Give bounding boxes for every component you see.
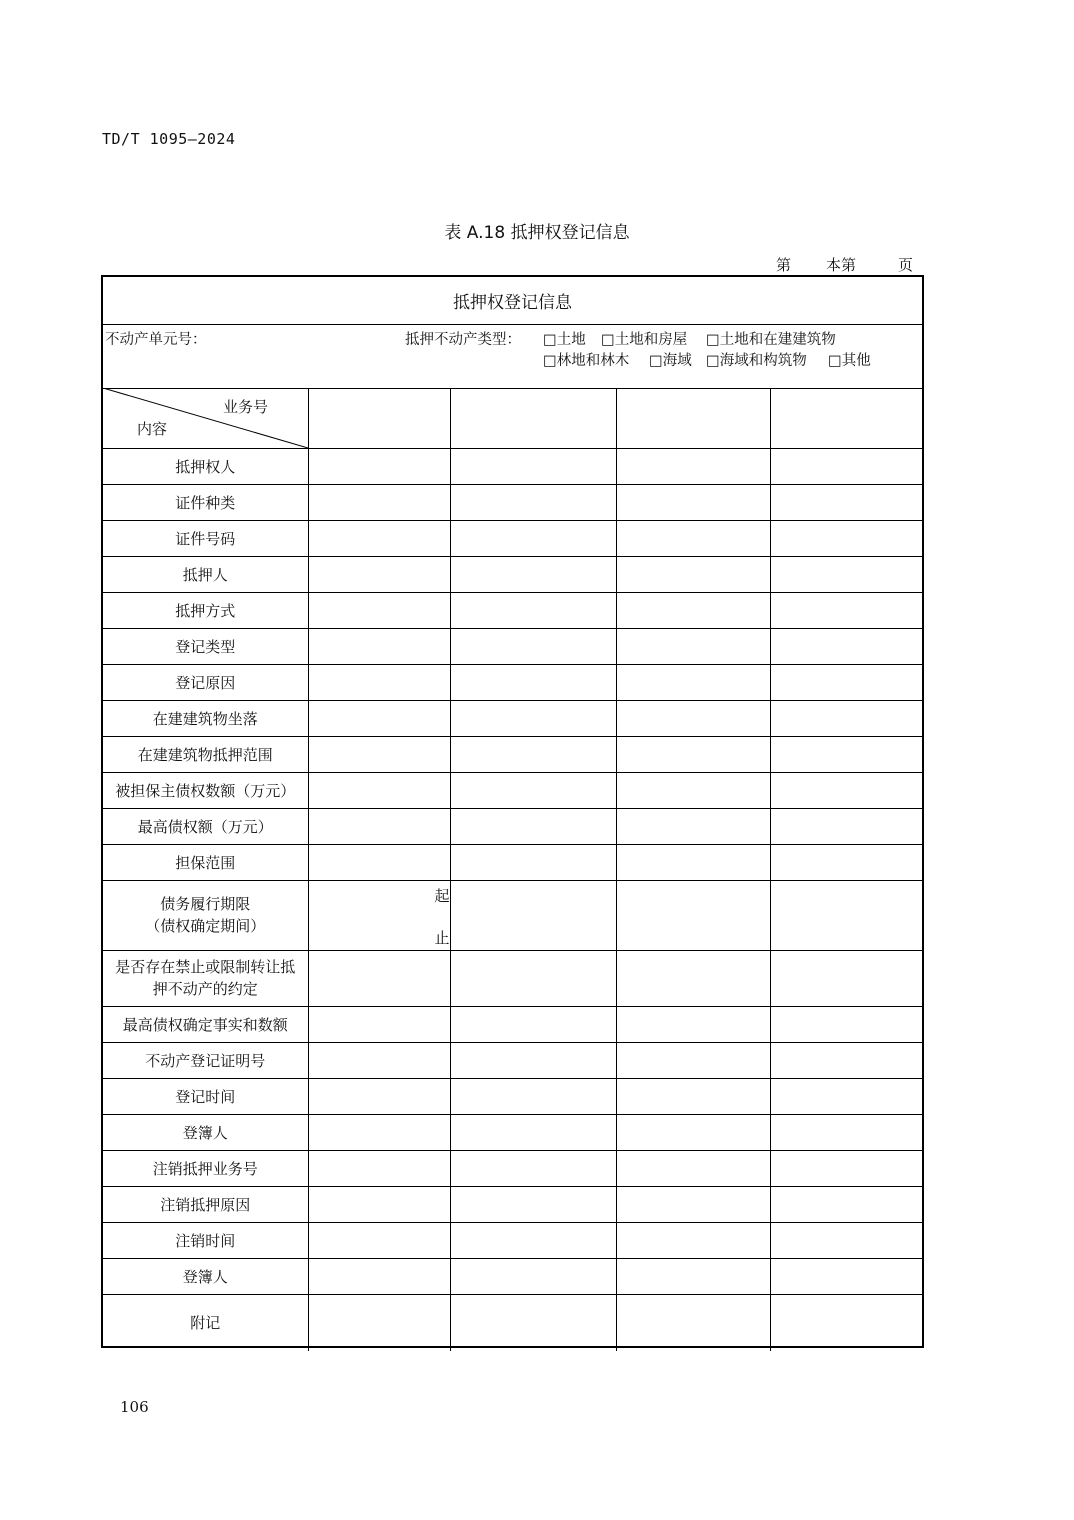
value-cell[interactable] [770,484,922,520]
term-start-label: 起 [434,886,450,905]
value-cell[interactable] [616,484,770,520]
option-land-house[interactable]: □土地和房屋 [601,332,688,348]
value-cell[interactable] [770,448,922,484]
table-row [103,520,922,556]
value-cell[interactable] [308,520,450,556]
value-cell[interactable] [450,628,616,664]
value-cell[interactable] [770,520,922,556]
table-row [103,1006,922,1042]
value-cell[interactable] [616,844,770,880]
standard-code: TD/T 1095—2024 [102,130,236,148]
value-cell[interactable] [308,628,450,664]
data-grid [103,388,922,1351]
row-label: 登记时间 [103,1078,308,1114]
restrict-label-line1: 是否存在禁止或限制转让抵 [115,958,296,976]
term-start-end-cell[interactable] [308,880,450,950]
value-cell[interactable] [616,772,770,808]
value-cell[interactable] [616,1294,770,1351]
row-label: 登记原因 [103,664,308,700]
table-header: 抵押权登记信息 [103,277,922,325]
value-cell[interactable] [308,808,450,844]
value-cell[interactable] [616,880,770,950]
value-cell[interactable] [450,844,616,880]
value-cell[interactable] [616,1222,770,1258]
option-forest[interactable]: □林地和林木 [543,353,630,369]
value-cell[interactable] [616,736,770,772]
term-end-label: 止 [434,928,450,947]
row-label: 在建建筑物坐落 [103,700,308,736]
restrict-row [103,950,922,1006]
table-row [103,628,922,664]
value-cell[interactable] [770,1006,922,1042]
row-label: 抵押人 [103,556,308,592]
content-label: 内容 [137,420,168,438]
row-label: 被担保主债权数额（万元） [103,772,308,808]
value-cell[interactable] [770,844,922,880]
value-cell[interactable] [450,1258,616,1294]
option-land-building[interactable]: □土地和在建建筑物 [706,332,836,348]
value-cell[interactable] [308,772,450,808]
value-cell[interactable] [770,592,922,628]
table-row [103,1150,922,1186]
value-cell[interactable] [616,664,770,700]
value-cell[interactable] [616,1186,770,1222]
value-cell[interactable] [450,1078,616,1114]
value-cell[interactable] [308,1042,450,1078]
value-cell[interactable] [450,1006,616,1042]
table-row [103,736,922,772]
row-label: 抵押方式 [103,592,308,628]
value-cell[interactable] [450,484,616,520]
value-cell[interactable] [450,592,616,628]
value-cell[interactable] [616,592,770,628]
checkbox-icon: □ [543,353,557,369]
row-label: 担保范围 [103,844,308,880]
value-cell[interactable] [616,1258,770,1294]
value-cell[interactable] [770,556,922,592]
value-cell[interactable] [616,950,770,1006]
value-cell[interactable] [308,736,450,772]
option-land[interactable]: □土地 [543,332,586,348]
value-cell[interactable] [308,844,450,880]
checkbox-icon: □ [601,332,615,348]
diagonal-line [103,388,308,448]
term-label-line2: （债权确定期间） [145,917,266,935]
value-cell[interactable] [308,1294,450,1351]
value-cell[interactable] [770,1258,922,1294]
diag-header-cell [103,388,308,448]
value-cell[interactable] [308,448,450,484]
table-row [103,1258,922,1294]
row-label: 注销抵押原因 [103,1186,308,1222]
table-row [103,844,922,880]
table-row [103,484,922,520]
value-cell[interactable] [450,736,616,772]
value-cell[interactable] [616,1006,770,1042]
row-label: 在建建筑物抵押范围 [103,736,308,772]
value-cell[interactable] [308,556,450,592]
value-cell[interactable] [450,1042,616,1078]
value-cell[interactable] [616,520,770,556]
value-cell[interactable] [616,1042,770,1078]
table-row [103,1186,922,1222]
annex-row [103,1294,922,1351]
table-row [103,664,922,700]
value-cell[interactable] [450,1150,616,1186]
value-cell[interactable] [770,1114,922,1150]
row-label: 注销时间 [103,1222,308,1258]
value-cell[interactable] [308,592,450,628]
value-cell[interactable] [770,950,922,1006]
value-cell[interactable] [308,664,450,700]
table-row [103,556,922,592]
value-cell[interactable] [450,664,616,700]
table-row [103,808,922,844]
property-type-label: 抵押不动产类型： [405,332,521,348]
value-cell[interactable] [308,700,450,736]
value-cell[interactable] [450,950,616,1006]
pager-ye: 页 [898,256,914,274]
value-cell[interactable] [770,664,922,700]
restrict-label [103,950,308,1006]
table-title: 表 A.18 抵押权登记信息 [444,223,630,243]
value-cell[interactable] [450,808,616,844]
term-label-line1: 债务履行期限 [160,895,251,913]
pager-ben-di: 本第 [826,256,857,274]
value-cell[interactable] [450,1222,616,1258]
row-label: 注销抵押业务号 [103,1150,308,1186]
value-cell[interactable] [308,1078,450,1114]
value-cell[interactable] [308,1222,450,1258]
value-cell[interactable] [770,388,922,448]
value-cell[interactable] [308,1114,450,1150]
value-cell[interactable] [308,1150,450,1186]
unit-label: 不动产单元号： [105,332,207,348]
value-cell[interactable] [450,880,616,950]
checkbox-icon: □ [706,353,720,369]
checkbox-icon: □ [706,332,720,348]
value-cell[interactable] [616,1150,770,1186]
value-cell[interactable] [450,772,616,808]
option-other[interactable]: □其他 [828,353,871,369]
value-cell[interactable] [770,700,922,736]
row-label: 证件号码 [103,520,308,556]
row-label: 登记类型 [103,628,308,664]
value-cell[interactable] [770,808,922,844]
value-cell[interactable] [770,628,922,664]
value-cell[interactable] [770,1294,922,1351]
table-row [103,448,922,484]
row-label: 不动产登记证明号 [103,1042,308,1078]
unit-row [103,324,922,389]
term-row [103,880,922,950]
term-label [103,880,308,950]
registration-table [101,275,924,1348]
table-row [103,1114,922,1150]
checkbox-icon: □ [543,332,557,348]
value-cell[interactable] [308,388,450,448]
value-cell[interactable] [770,772,922,808]
checkbox-icon: □ [649,353,663,369]
value-cell[interactable] [770,1150,922,1186]
value-cell[interactable] [616,700,770,736]
row-label: 抵押权人 [103,448,308,484]
value-cell[interactable] [770,1042,922,1078]
table-row [103,1078,922,1114]
annex-label: 附记 [103,1294,308,1351]
row-label: 登簿人 [103,1258,308,1294]
value-cell[interactable] [450,388,616,448]
value-cell[interactable] [616,448,770,484]
business-no-label: 业务号 [223,398,269,416]
value-cell[interactable] [450,700,616,736]
row-label: 登簿人 [103,1114,308,1150]
value-cell[interactable] [308,1006,450,1042]
value-cell[interactable] [450,1294,616,1351]
value-cell[interactable] [770,1078,922,1114]
value-cell[interactable] [616,556,770,592]
diag-header-row [103,388,922,448]
table-row [103,1042,922,1078]
pager-di: 第 [776,256,792,274]
value-cell[interactable] [616,1114,770,1150]
row-label: 最高债权确定事实和数额 [103,1006,308,1042]
value-cell[interactable] [450,520,616,556]
value-cell[interactable] [616,388,770,448]
value-cell[interactable] [770,880,922,950]
value-cell[interactable] [616,808,770,844]
table-row [103,592,922,628]
value-cell[interactable] [450,1114,616,1150]
row-label: 最高债权额（万元） [103,808,308,844]
value-cell[interactable] [616,1078,770,1114]
table-row [103,772,922,808]
value-cell[interactable] [770,736,922,772]
table-row [103,700,922,736]
value-cell[interactable] [308,950,450,1006]
row-label: 证件种类 [103,484,308,520]
value-cell[interactable] [770,1186,922,1222]
value-cell[interactable] [616,628,770,664]
value-cell[interactable] [450,556,616,592]
table-row [103,1222,922,1258]
restrict-label-line2: 押不动产的约定 [152,980,258,998]
page-number: 106 [120,1398,149,1416]
value-cell[interactable] [450,1186,616,1222]
value-cell[interactable] [450,448,616,484]
value-cell[interactable] [770,1222,922,1258]
value-cell[interactable] [308,1186,450,1222]
value-cell[interactable] [308,1258,450,1294]
checkbox-icon: □ [828,353,842,369]
option-sea-structure[interactable]: □海域和构筑物 [706,353,807,369]
option-sea[interactable]: □海域 [649,353,692,369]
value-cell[interactable] [308,484,450,520]
